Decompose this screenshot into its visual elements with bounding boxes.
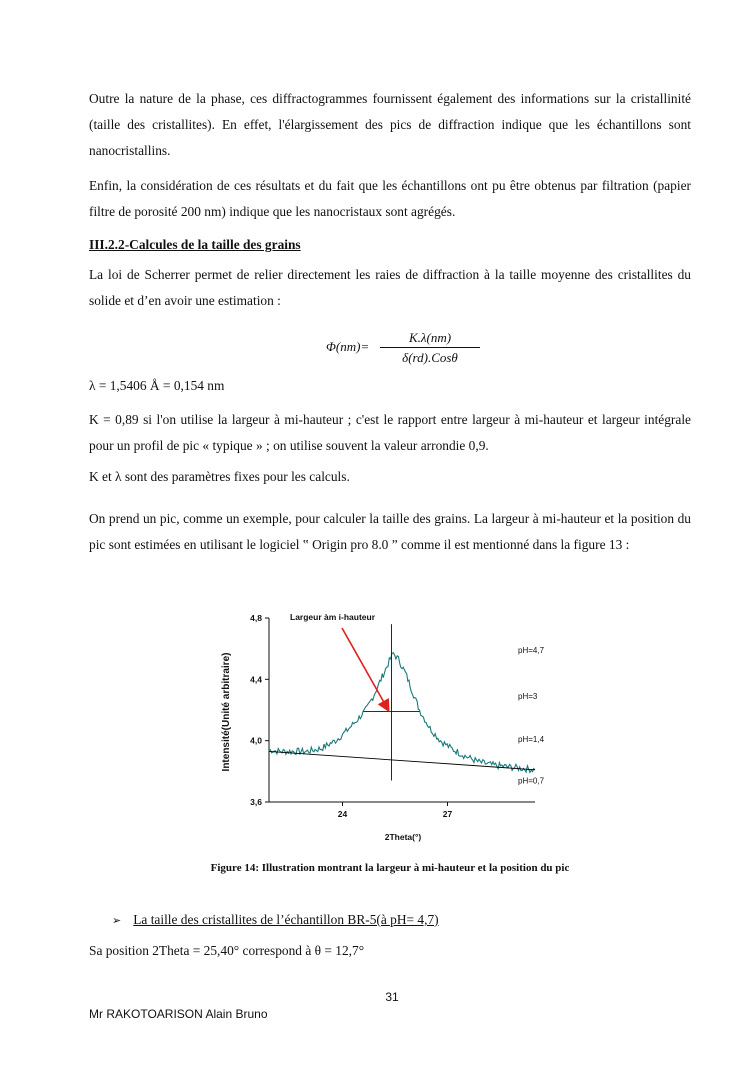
y-tick-label: 4,4 [250,674,262,685]
ph-label: pH=4,7 [518,646,545,656]
paragraph-phase-nature: Outre la nature de la phase, ces diffractogrammes fournissent également des informations sur la cristallinité (taille des cristallites). En effet, l'élargissement des pics de diffraction indique que les échantillons sont nanocristallins. [89,91,691,158]
paragraph-example-peak: On prend un pic, comme un exemple, pour calculer la taille des grains. La largeur à mi-hauteur et la position du pic sont estimées en utilisant le logiciel ‟ Origin pro 8.0 ” comme il est mentionné dans la figure 13 : [89,511,691,552]
position-line: Sa position 2Theta = 25,40° correspond à θ = 12,7° [89,943,365,958]
formula-numerator: K.λ(nm) [408,330,452,345]
lambda-value: λ = 1,5406 Å = 0,154 nm [89,378,225,393]
baseline-line [269,751,535,769]
y-tick-label: 3,6 [250,797,262,807]
author-footer: Mr RAKOTOARISON Alain Bruno [89,1007,268,1021]
arrow-bullet-icon: ➢ [112,914,122,927]
ph-label: pH=1,4 [518,735,545,745]
paragraph-scherrer: La loi de Scherrer permet de relier directement les raies de diffraction à la taille moyenne des cristallites du solide et d’en avoir une estimation : [89,267,691,308]
x-axis-label: 2Theta(°) [384,832,422,842]
x-tick-label: 24 [337,809,348,819]
page-number: 31 [385,990,399,1004]
x-tick-label: 27 [442,809,453,819]
bullet-item [112,912,439,928]
ph-label: pH=0,7 [518,776,545,786]
y-tick-label: 4,8 [250,613,262,623]
half-width-annotation-label: Largeur àm i-hauteur [290,612,376,622]
xrd-chart [215,604,560,850]
formula-fraction [378,328,482,367]
y-axis-label: Intensité(Unité arbitraire) [221,652,232,772]
formula-lhs: Φ(nm)= [326,339,370,354]
ph-label: pH=3 [518,692,538,702]
section-heading: III.2.2-Calcules de la taille des grains [89,237,301,252]
bullet-text: La taille des cristallites de l’échantillon BR-5(à pH= 4,7) [133,912,439,927]
figure-caption: Figure 14: Illustration montrant la largeur à mi-hauteur et la position du pic [210,862,570,874]
paragraph-k-constant: K = 0,89 si l'on utilise la largeur à mi-hauteur ; c'est le rapport entre largeur à mi-hauteur et largeur intégrale pour un profil de pic « typique » ; on utilise souvent la valeur arrondie 0,9. [89,412,691,453]
fixed-params-line: K et λ sont des paramètres fixes pour les calculs. [89,469,350,484]
y-tick-label: 4,0 [250,735,262,746]
paragraph-filtration: Enfin, la considération de ces résultats et du fait que les échantillons ont pu être obtenus par filtration (papier filtre de porosité 200 nm) indique que les nanocristaux sont agrégés. [89,178,691,219]
red-arrow [342,628,388,710]
formula-denominator: δ(rd).Cosθ [402,350,458,365]
